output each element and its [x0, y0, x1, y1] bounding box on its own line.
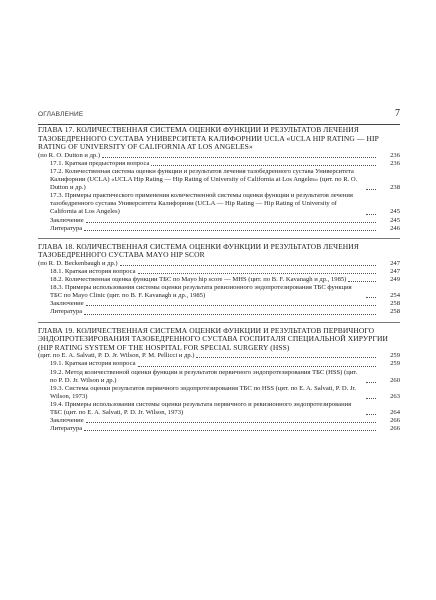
toc-entry-conclusion	[38, 217, 400, 225]
toc-entry	[38, 284, 400, 300]
page-ref: 254	[390, 292, 400, 300]
toc-entry	[38, 192, 400, 216]
toc-entry-conclusion	[38, 300, 400, 308]
toc-entry	[38, 401, 400, 417]
entry-text: Заключение	[50, 417, 84, 425]
dot-leader	[366, 297, 376, 298]
chapter-title: ГЛАВА 17. КОЛИЧЕСТВЕННАЯ СИСТЕМА ОЦЕНКИ ФУНКЦИИ И РЕЗУЛЬТАТОВ ЛЕЧЕНИЯ ТАЗОБЕДРЕННОГО СУСТАВА УНИВЕРСИТЕТА КАЛИФОРНИИ UCLA «UCLA HIP RATING — HIP RATING OF UNIVERSITY OF CALIFORNIA AT LOS ANGELES»	[38, 125, 379, 152]
chapter-title-ref: (по R. D. Beckenbaugh и др.)	[38, 259, 118, 267]
dot-leader	[196, 357, 376, 358]
page-ref: 247	[390, 259, 400, 267]
running-title: ОГЛАВЛЕНИЕ	[38, 111, 84, 118]
toc-entry	[38, 369, 400, 385]
chapter-title-ref-line	[38, 260, 400, 268]
toc-entry	[38, 385, 400, 401]
chapter-19	[38, 327, 400, 434]
page-ref: 258	[390, 300, 400, 308]
dot-leader	[366, 414, 376, 415]
dot-leader	[86, 222, 376, 223]
page-ref: 247	[390, 268, 400, 275]
toc-entry-literature	[38, 308, 400, 316]
dot-leader	[151, 165, 376, 166]
page-ref: 236	[390, 159, 400, 167]
dot-leader	[84, 314, 376, 315]
dot-leader	[348, 281, 376, 282]
page-ref: 238	[390, 184, 400, 192]
dot-leader	[366, 214, 376, 215]
dot-leader	[84, 430, 376, 431]
dot-leader	[102, 157, 376, 158]
dot-leader	[86, 305, 376, 306]
chapter-17	[38, 126, 400, 233]
entry-text: 19.1. Краткая история вопроса	[50, 360, 136, 368]
entry-text: 19.3. Система оценки результатов первичного эндопротезирования ТБС по HSS (цит. по E. A. Salvati, P. D. Jr. Wilson, 1973)	[50, 384, 357, 400]
dot-leader	[138, 273, 376, 274]
entry-text: Литература	[50, 425, 83, 433]
page-ref: 236	[390, 151, 400, 159]
chapter-title: ГЛАВА 19. КОЛИЧЕСТВЕННАЯ СИСТЕМА ОЦЕНКИ ФУНКЦИИ И РЕЗУЛЬТАТОВ ПЕРВИЧНОГО ЭНДОПРОТЕЗИРОВАНИЯ ТАЗОБЕДРЕННОГО СУСТАВА ГОСПИТАЛЯ СПЕЦИАЛЬНОЙ ХИРУРГИИ (HIP RATING SYSTEM OF THE HOSPITAL FOR SPECIAL SURGERY (HSS)	[38, 325, 388, 352]
toc-chapters	[38, 126, 400, 438]
page-ref: 258	[390, 308, 400, 316]
dot-leader	[366, 382, 376, 383]
entry-text: 18.1. Краткая история вопроса	[50, 268, 136, 275]
page-ref: 263	[390, 392, 400, 400]
page-ref: 246	[390, 224, 400, 232]
dot-leader	[120, 265, 376, 266]
chapter-18	[38, 243, 400, 317]
page-ref: 249	[390, 276, 400, 284]
toc-entry	[38, 268, 400, 276]
dot-leader	[366, 398, 376, 399]
dot-leader	[86, 422, 376, 423]
page-ref: 266	[390, 425, 400, 433]
toc-entry	[38, 276, 400, 284]
entry-text: 18.3. Примеры использования системы оценки результата ревизионного эндопротезирования ТБС функция ТБС по Mayo Clinic (цит. по B. F. Kavanagh и др., 1985)	[50, 284, 352, 300]
toc-entry-conclusion	[38, 417, 400, 425]
entry-text: Литература	[50, 308, 83, 316]
page-ref: 259	[390, 360, 400, 368]
entry-text: Заключение	[50, 216, 84, 224]
toc-entry	[38, 360, 400, 368]
dot-leader	[366, 189, 376, 190]
toc-entry-literature	[38, 225, 400, 233]
page-ref: 245	[390, 216, 400, 224]
entry-text: Литература	[50, 224, 83, 232]
entry-text: 19.2. Метод количественной оценки функции и результатов первичного эндопротезирования ТБС (HSS) (цит. по P. D. Jr. Wilson и др.)	[50, 368, 358, 384]
entry-text: 17.2. Количественная система оценки функции и результатов лечения тазобедренного сустава Университета Калифорнии (UCLA) «UCLA Hip Rating — Hip Rating of University of California at Los Angeles» (цит. по R. O. Dutton и др.)	[50, 167, 358, 192]
page-ref: 266	[390, 417, 400, 425]
page-ref: 264	[390, 409, 400, 416]
chapter-title: ГЛАВА 18. КОЛИЧЕСТВЕННАЯ СИСТЕМА ОЦЕНКИ ФУНКЦИИ И РЕЗУЛЬТАТОВ ЛЕЧЕНИЯ ТАЗОБЕДРЕННОГО СУСТАВА MAYO HIP SCOR	[38, 241, 359, 260]
running-head	[38, 108, 400, 122]
toc-entry-literature	[38, 425, 400, 433]
chapter-title-ref-line	[38, 352, 400, 360]
dot-leader	[138, 366, 376, 367]
page-ref: 259	[390, 352, 400, 360]
entry-text: 17.3. Примеры практического применения количественной системы оценки функции и результатов лечения тазобедренного сустава Университета Калифорнии (UCLA — Hip Rating — Hip Rating of University of California at Los Angeles)	[50, 192, 353, 216]
entry-text: 18.2. Количественная оценка функции ТБС по Mayo hip score — MHS (цит. по B. F. Kavanagh и др., 1985)	[50, 276, 347, 284]
chapter-title-ref: (цит. по E. A. Salvati, P. D. Jr. Wilson, P. M. Pellicci и др.)	[38, 352, 195, 360]
page-ref: 245	[390, 208, 400, 216]
entry-text: 19.4. Примеры использования системы оценки результата первичного и ревизионного эндопротезирования ТБС (цит. по E. A. Salvati, P. D. Jr. Wilson, 1973)	[50, 400, 352, 416]
page-number: 7	[395, 108, 400, 119]
entry-text: 17.1. Краткая предыстория вопроса	[50, 159, 150, 167]
toc-entry	[38, 168, 400, 192]
chapter-divider	[38, 238, 400, 239]
entry-text: Заключение	[50, 300, 84, 308]
dot-leader	[84, 230, 376, 231]
chapter-title-ref-line	[38, 152, 400, 160]
chapter-divider	[38, 322, 400, 323]
page-ref: 260	[390, 376, 400, 384]
toc-entry	[38, 160, 400, 168]
chapter-title-ref: (по R. O. Dutton и др.)	[38, 151, 101, 159]
